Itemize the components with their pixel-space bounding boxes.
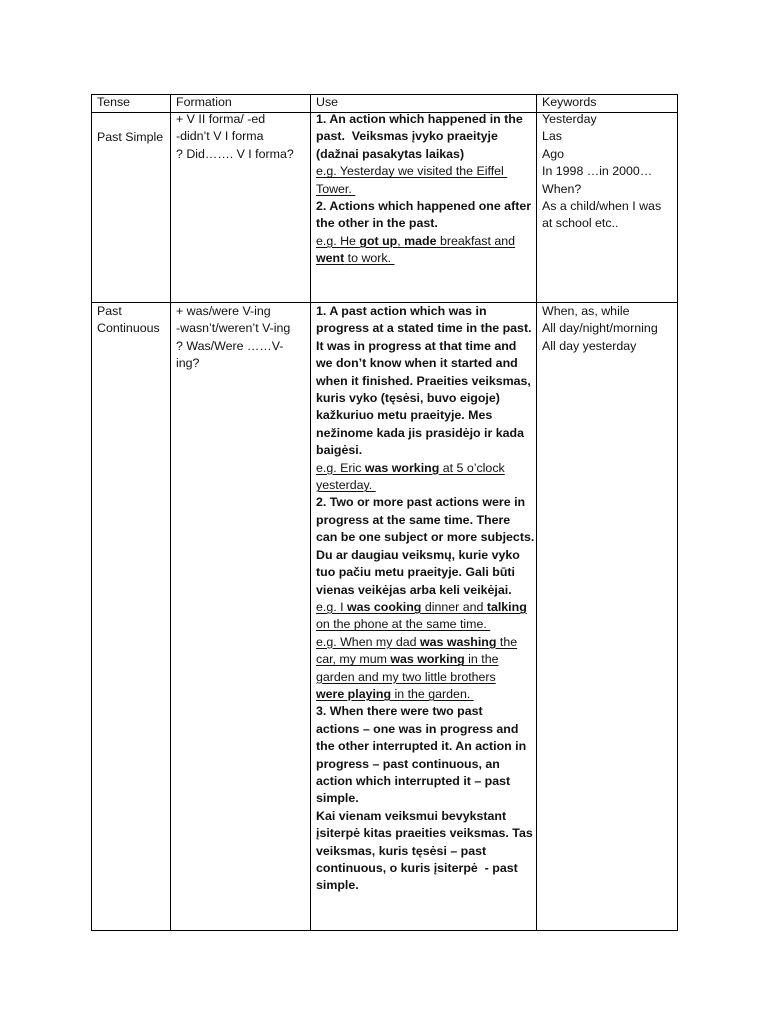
use-line <box>316 582 536 599</box>
use-text-segment: 2. Two or more past actions were in <box>316 495 526 510</box>
use-line <box>316 634 536 651</box>
use-text-segment: 1. A past action which was in <box>316 304 487 318</box>
table-border-bottom <box>91 930 678 931</box>
use-text-segment: made <box>404 233 437 248</box>
keyword: Yesterday <box>542 112 597 126</box>
use-text-segment: the other interrupted it. An action in <box>316 739 527 754</box>
past-continuous-tense-cell <box>91 303 170 338</box>
use-line <box>316 111 536 128</box>
use-text-segment: was washing <box>420 634 497 649</box>
use-line <box>316 669 536 686</box>
use-line <box>316 651 536 668</box>
use-line <box>316 128 536 145</box>
use-text-segment: the other in the past. <box>316 216 438 231</box>
keyword: Las <box>542 129 562 144</box>
keyword: Ago <box>542 146 565 161</box>
use-text-segment: kuris vyko (tęsėsi, buvo eigoje) <box>316 391 500 406</box>
formation-line: ? Was/Were ……V- <box>176 338 284 353</box>
use-text-segment: to work. <box>344 251 395 266</box>
tense-name: Past <box>97 304 122 318</box>
use-line <box>316 686 536 703</box>
use-line <box>316 303 536 320</box>
keyword: All day/night/morning <box>542 321 658 336</box>
use-text-segment: progress at the same time. There <box>316 512 511 527</box>
formation-line: -wasn’t/weren’t V-ing <box>176 321 291 336</box>
use-text-segment: in the <box>464 652 499 667</box>
use-line <box>316 703 536 720</box>
use-text-segment: e.g. Eric <box>316 460 365 475</box>
use-text-segment: veiksmas, kuris tęsėsi – past <box>316 843 487 858</box>
use-text-segment: garden and my two little brothers <box>316 669 496 684</box>
use-line <box>316 529 536 546</box>
use-text-segment: Tower. <box>316 181 356 196</box>
use-text-segment: simple. <box>316 878 359 893</box>
use-text-segment: 2. Actions which happened one after <box>316 199 532 214</box>
use-text-segment: actions – one was in progress and <box>316 721 519 736</box>
use-text-segment: nežinome kada jis prasidėjo ir kada <box>316 425 524 440</box>
keyword: When? <box>542 181 582 196</box>
use-line <box>316 338 536 355</box>
tense-name: Past Simple <box>97 130 164 144</box>
use-line <box>316 198 536 215</box>
use-line <box>316 512 536 529</box>
use-text-segment: baigėsi. <box>316 443 363 458</box>
use-line <box>316 425 536 442</box>
use-text-segment: Kai vienam veiksmui bevykstant <box>316 808 507 823</box>
use-line <box>316 616 536 633</box>
header-tense-cell <box>91 94 170 111</box>
use-line <box>316 599 536 616</box>
use-line <box>316 373 536 390</box>
use-line <box>316 181 536 198</box>
use-line <box>316 790 536 807</box>
use-line <box>316 390 536 407</box>
header-use-cell <box>310 94 536 111</box>
use-text-segment: at 5 o’clock <box>439 460 505 475</box>
use-text-segment: action which interrupted it – past <box>316 773 511 788</box>
use-line <box>316 460 536 477</box>
past-continuous-use-cell <box>310 303 536 895</box>
formation-line: + was/were V-ing <box>176 304 271 318</box>
use-text-segment: the <box>496 634 518 649</box>
use-line <box>316 877 536 894</box>
use-line <box>316 233 536 250</box>
use-line <box>316 442 536 459</box>
column-divider <box>170 94 171 931</box>
use-text-segment: e.g. When my dad <box>316 634 420 649</box>
keyword: As a child/when I was <box>542 199 662 214</box>
use-text-segment: we don’t know when it started and <box>316 356 518 371</box>
past-continuous-formation-cell <box>170 303 310 373</box>
use-line <box>316 843 536 860</box>
use-text-segment: breakfast and <box>436 233 516 248</box>
use-text-segment: went <box>316 251 345 266</box>
keyword: When, as, while <box>542 304 630 318</box>
use-text-segment: It was in progress at that time and <box>316 338 517 353</box>
use-text-segment: 1. An action which happened in the <box>316 112 523 126</box>
use-line <box>316 860 536 877</box>
use-text-segment: in the garden. <box>391 686 474 701</box>
use-line <box>316 808 536 825</box>
use-text-segment: simple. <box>316 791 359 806</box>
tense-name: Continuous <box>97 321 160 336</box>
use-text-segment: was working <box>364 460 440 475</box>
formation-line: ing? <box>176 356 200 371</box>
keyword: In 1998 …in 2000… <box>542 164 653 179</box>
past-simple-tense-cell <box>91 129 170 146</box>
use-text-segment: kažkuriuo metu praeityje. Mes <box>316 408 493 423</box>
formation-line: -didn’t V I forma <box>176 129 264 144</box>
use-text-segment: car, my mum <box>316 652 391 667</box>
use-line <box>316 738 536 755</box>
use-line <box>316 407 536 424</box>
past-simple-keywords-cell <box>536 111 677 233</box>
use-text-segment: e.g. Yesterday we visited the Eiffel <box>316 164 508 179</box>
header-formation-cell <box>170 94 310 111</box>
use-text-segment: on the phone at the same time. <box>316 617 491 632</box>
use-text-segment: got up <box>359 233 398 248</box>
use-text-segment: can be one subject or more subjects. <box>316 530 535 545</box>
use-line <box>316 163 536 180</box>
past-simple-formation-cell <box>170 111 310 163</box>
use-line <box>316 494 536 511</box>
header-formation: Formation <box>176 95 232 109</box>
use-line <box>316 355 536 372</box>
use-text-segment: e.g. I <box>316 599 347 614</box>
header-keywords-cell <box>536 94 677 111</box>
use-line <box>316 825 536 842</box>
use-line <box>316 756 536 773</box>
use-text-segment: was working <box>390 652 465 667</box>
keyword: at school etc.. <box>542 216 619 231</box>
use-text-segment: 3. When there were two past <box>316 704 483 719</box>
use-line <box>316 547 536 564</box>
use-text-segment: vienas veikėjas arba keli veikėjai. <box>316 582 512 597</box>
use-text-segment: past. Veiksmas įvyko praeityje <box>316 129 498 144</box>
use-text-segment: progress – past continuous, an <box>316 756 500 771</box>
use-line <box>316 250 536 267</box>
use-text-segment: was cooking <box>347 599 422 614</box>
use-text-segment: tuo pačiu metu praeityje. Gali būti <box>316 565 515 580</box>
use-line <box>316 721 536 738</box>
use-line <box>316 215 536 232</box>
header-tense: Tense <box>97 95 131 109</box>
use-text-segment: įsiterpė kitas praeities veiksmas. Tas <box>316 826 533 841</box>
use-line <box>316 320 536 337</box>
use-line <box>316 477 536 494</box>
use-line <box>316 773 536 790</box>
use-text-segment: dinner and <box>421 599 487 614</box>
use-text-segment: talking <box>486 599 527 614</box>
past-simple-use-cell <box>310 111 536 268</box>
formation-line: + V II forma/ -ed <box>176 112 266 126</box>
header-keywords: Keywords <box>542 95 597 109</box>
header-use: Use <box>316 95 339 109</box>
table-border-right <box>677 94 678 931</box>
past-continuous-keywords-cell <box>536 303 677 355</box>
keyword: All day yesterday <box>542 338 637 353</box>
use-text-segment: progress at a stated time in the past. <box>316 321 532 336</box>
use-text-segment: (dažnai pasakytas laikas) <box>316 146 465 161</box>
table-border-left <box>91 94 92 931</box>
use-text-segment: yesterday. <box>316 478 376 493</box>
use-text-segment: continuous, o kuris įsiterpė - past <box>316 861 518 875</box>
use-text-segment: when it finished. Praeities veiksmas, <box>316 373 531 388</box>
formation-line: ? Did……. V I forma? <box>176 146 294 161</box>
use-text-segment: , <box>397 233 405 248</box>
use-text-segment: e.g. He <box>316 233 360 248</box>
use-text-segment: were playing <box>316 686 392 701</box>
use-line <box>316 146 536 163</box>
use-line <box>316 564 536 581</box>
use-text-segment: Du ar daugiau veiksmų, kurie vyko <box>316 547 520 562</box>
